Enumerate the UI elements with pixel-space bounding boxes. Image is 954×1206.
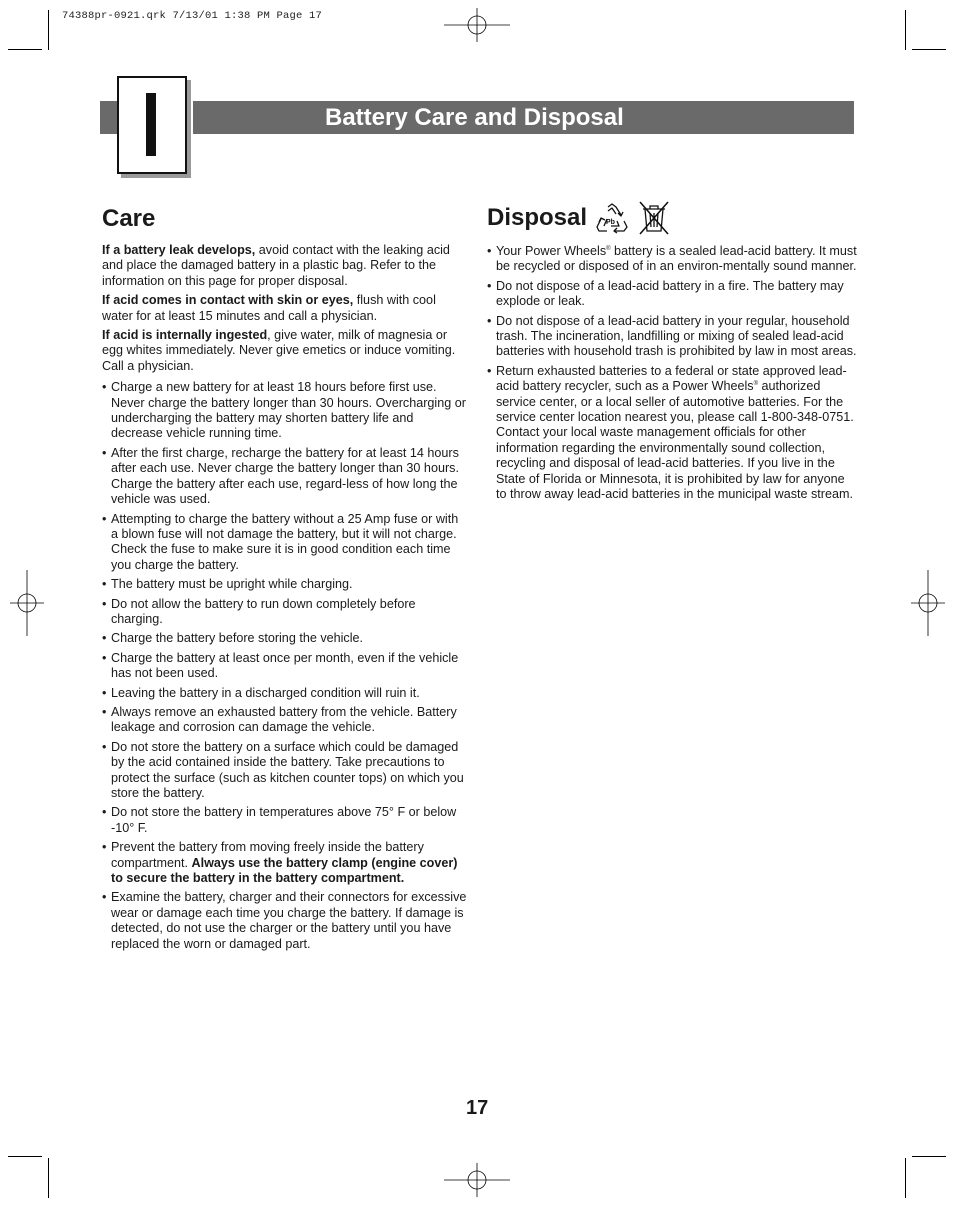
disposal-bullet-text: Return exhausted batteries to a federal or state approved lead-acid battery recycler, such as a Power Wheels xyxy=(496,363,847,394)
care-bullet: • Examine the battery, charger and their connectors for excessive wear or damage each time you charge the battery. If damage is detected, do not use the charger or the battery until you have replaced the worn or damaged part. xyxy=(102,890,468,952)
care-bullet-clamp xyxy=(102,840,468,886)
disposal-bullet: • Do not dispose of a lead-acid battery in a fire. The battery may explode or leak. xyxy=(487,279,857,310)
crop-mark xyxy=(905,10,906,50)
crop-mark xyxy=(8,1156,42,1157)
care-bullet-text: Prevent the battery from moving freely inside the battery compartment. xyxy=(111,840,424,870)
disposal-heading-row xyxy=(487,200,857,236)
care-bullet: • Do not store the battery in temperatures above 75° F or below -10° F. xyxy=(102,805,468,836)
registered-mark: ® xyxy=(753,381,759,388)
disposal-section xyxy=(487,200,857,507)
print-slug: 74388pr-0921.qrk 7/13/01 1:38 PM Page 17 xyxy=(62,10,323,22)
page-number: 17 xyxy=(466,1097,489,1119)
care-paragraph xyxy=(102,243,468,289)
title-bar-gap xyxy=(186,101,193,134)
page-title: Battery Care and Disposal xyxy=(325,104,624,131)
care-bullet: • The battery must be upright while charging. xyxy=(102,577,468,592)
crop-mark xyxy=(912,49,946,50)
care-bullet: • Always remove an exhausted battery from the vehicle. Battery leakage and corrosion can damage the vehicle. xyxy=(102,705,468,736)
care-paragraph-lead: If acid comes in contact with skin or eyes, xyxy=(102,293,354,308)
care-bullet: • Leaving the battery in a discharged condition will ruin it. xyxy=(102,686,468,701)
care-bullet: • Charge a new battery for at least 18 hours before first use. Never charge the battery longer than 30 hours. Overcharging or undercharging the battery may shorten battery life and decrease vehicle running time. xyxy=(102,380,468,442)
care-paragraph-lead: If a battery leak develops, xyxy=(102,243,256,257)
care-paragraph-text: flush with cool water for at least 15 minutes and call a physician. xyxy=(102,293,436,323)
care-bullet: • Attempting to charge the battery without a 25 Amp fuse or with a blown fuse will not damage the battery, but it will not charge. Check the fuse to make sure it is in good condition each time you charge the battery. xyxy=(102,512,468,574)
care-paragraph xyxy=(102,328,468,374)
registration-mark-bottom xyxy=(444,1163,510,1197)
disposal-bullet-list xyxy=(487,244,857,503)
care-bullet: • Charge the battery before storing the vehicle. xyxy=(102,631,468,646)
recycle-icon xyxy=(595,202,629,234)
care-section xyxy=(102,205,468,956)
disposal-bullet-text: battery is a sealed lead-acid battery. It must be recycled or disposed of in an environ-mentally sound manner. xyxy=(496,244,857,274)
crop-mark xyxy=(905,1158,906,1198)
registration-mark-left xyxy=(10,570,44,636)
care-bullet: • Charge the battery at least once per month, even if the vehicle has not been used. xyxy=(102,651,468,682)
registration-mark-top xyxy=(444,8,510,42)
care-bullet-emphasis: Always use the battery clamp (engine cover) to secure the battery in the battery compartment. xyxy=(111,855,458,886)
care-bullet: • Do not store the battery on a surface which could be damaged by the acid contained inside the battery. Take precautions to protect the surface (such as kitchen counter tops) on which you store the battery. xyxy=(102,740,468,802)
disposal-heading: Disposal xyxy=(487,204,588,231)
care-bullet: • Do not allow the battery to run down completely before charging. xyxy=(102,597,468,628)
care-bullet: • After the first charge, recharge the battery for at least 14 hours after each use. Never charge the battery longer than 30 hours. Charge the battery after each use, regard-less of how long the vehicle was used. xyxy=(102,446,468,508)
svg-text:Pb: Pb xyxy=(606,219,615,226)
chapter-tab xyxy=(117,76,187,174)
crop-mark xyxy=(8,49,42,50)
crop-mark xyxy=(912,1156,946,1157)
disposal-bullet: • Do not dispose of a lead-acid battery in your regular, household trash. The incineration, landfilling or mixing of sealed lead-acid batteries with household trash is prohibited by law in most areas. xyxy=(487,314,857,360)
care-bullet-list xyxy=(102,380,468,952)
crossed-out-bin-icon xyxy=(637,200,671,236)
disposal-bullet xyxy=(487,244,857,275)
crop-mark xyxy=(48,10,49,50)
crop-mark xyxy=(48,1158,49,1198)
care-paragraph xyxy=(102,293,468,324)
registered-mark: ® xyxy=(606,245,611,252)
disposal-bullet-text: authorized service center, or a local seller of automotive batteries. For the service center location nearest you, please call 1-800-348-0751. Contact your local waste management officials for other information regarding the environmentally sound collection, recycling and disposal of lead-acid batteries. If you live in the State of Florida or Minnesota, it is prohibited by law for anyone to throw away lead-acid batteries in the municipal waste stream. xyxy=(496,379,854,502)
care-paragraph-text: , give water, milk of magnesia or egg whites immediately. Never give emetics or induce vomiting. Call a physician. xyxy=(102,328,456,373)
disposal-bullet xyxy=(487,364,857,503)
chapter-letter-glyph xyxy=(146,93,156,156)
registration-mark-right xyxy=(911,570,945,636)
care-paragraph-lead: If acid is internally ingested xyxy=(102,328,268,343)
care-paragraph-text: avoid contact with the leaking acid and place the damaged battery in a plastic bag. Refer to the information on this page for proper disposal. xyxy=(102,243,450,288)
care-heading: Care xyxy=(102,205,156,232)
disposal-bullet-text: Your Power Wheels xyxy=(496,244,607,258)
